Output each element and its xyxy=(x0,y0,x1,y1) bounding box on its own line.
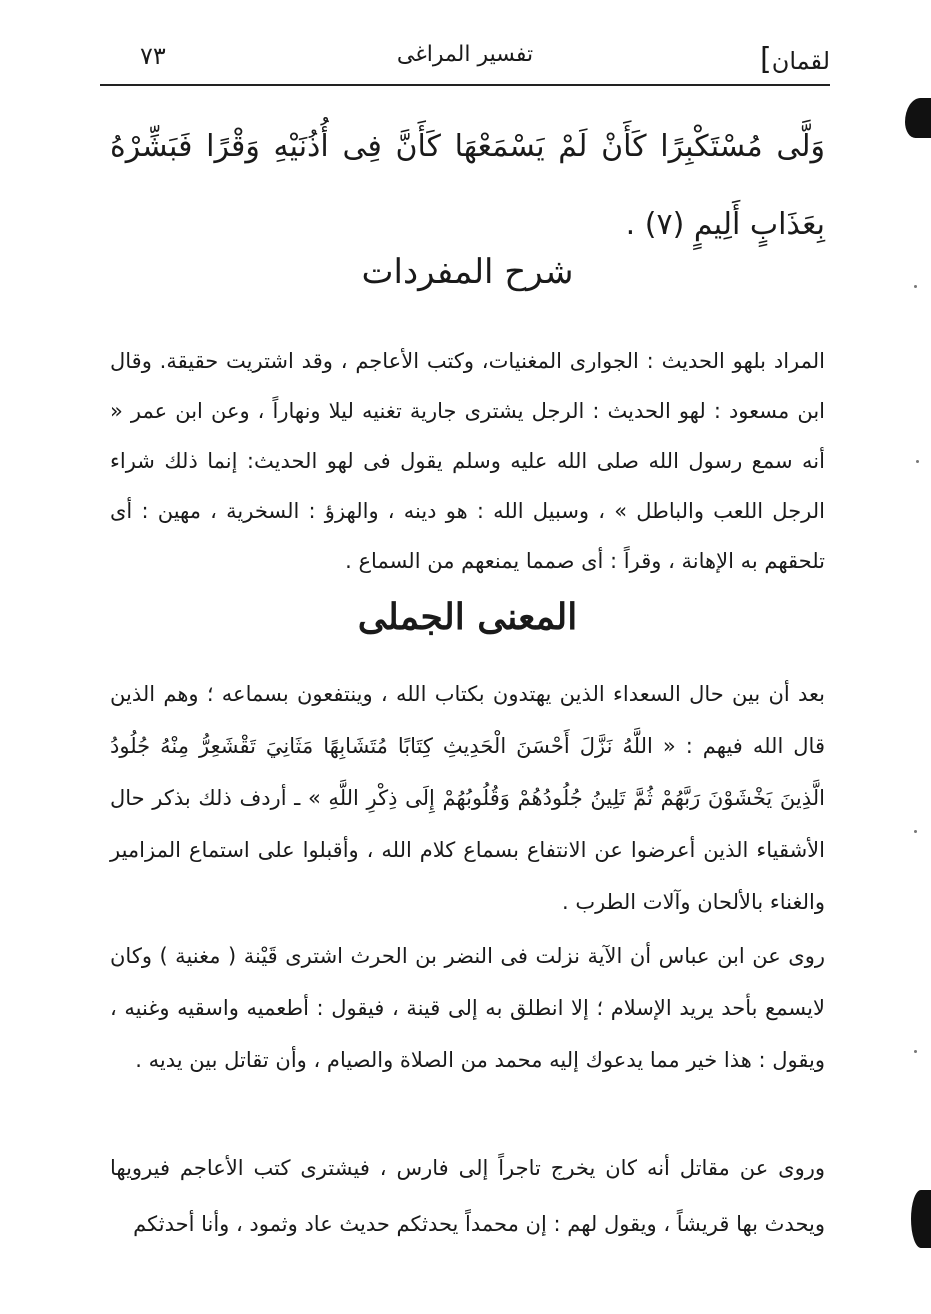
surah-label: لقمان xyxy=(771,47,830,75)
quran-verse: وَلَّى مُسْتَكْبِرًا كَأَنْ لَمْ يَسْمَعْهَا كَأَنَّ فِى أُذُنَيْهِ وَقْرًا فَبَشِّرْهُ بِعَذَابٍ أَلِيمٍ (٧) . xyxy=(110,129,825,242)
header-divider xyxy=(100,84,830,86)
scan-blot-top xyxy=(905,98,931,138)
page-header xyxy=(100,38,830,82)
scan-blot-bottom xyxy=(911,1190,931,1248)
scan-speck xyxy=(914,1050,917,1053)
general-meaning-heading: المعنى الجملى xyxy=(357,596,578,638)
surah-name xyxy=(754,42,830,77)
scan-speck xyxy=(914,285,917,288)
vocabulary-paragraph: المراد بلهو الحديث : الجوارى المغنيات، وكتب الأعاجم ، وقد اشتريت حقيقة. وقال ابن مسعود : لهو الحديث : الرجل يشترى جارية تغنيه ليلا ونهاراً ، وعن ابن عمر « أنه سمع رسول الله صلى الله عليه وسلم يقول فى لهو الحديث: إنما ذلك شراء الرجل اللعب والباطل » ، وسبيل الله : هو دينه ، والهزؤ : السخرية ، مهين : أى تلحقهم به الإهانة ، وقراً : أى صمما يمنعهم من السماع . xyxy=(110,349,825,573)
scan-speck xyxy=(916,460,919,463)
vocabulary-heading: شرح المفردات xyxy=(361,252,574,292)
ibn-abbas-paragraph: روى عن ابن عباس أن الآية نزلت فى النضر بن الحرث اشترى قَيْنة ( مغنية ) وكان لايسمع بأحد يريد الإسلام ؛ إلا انطلق به إلى قينة ، فيقول : أطعميه واسقيه وغنيه ، ويقول : هذا خير مما يدعوك إليه محمد من الصلاة والصيام ، وأن تقاتل بين يديه . xyxy=(110,944,825,1072)
page-number: ٧٣ xyxy=(140,42,166,70)
scan-speck xyxy=(914,830,917,833)
book-title: تفسير المراغى xyxy=(396,42,534,67)
muqatil-paragraph: وروى عن مقاتل أنه كان يخرج تاجراً إلى فارس ، فيشترى كتب الأعاجم فيرويها ويحدث بها قريشاً ، ويقول لهم : إن محمداً يحدثكم حديث عاد وثمود ، وأنا أحدثكم xyxy=(110,1156,825,1236)
header-bracket: ] xyxy=(760,42,772,77)
general-meaning-paragraph: بعد أن بين حال السعداء الذين يهتدون بكتاب الله ، وينتفعون بسماعه ؛ وهم الذين قال الله فيهم : « اللَّهُ نَزَّلَ أَحْسَنَ الْحَدِيثِ كِتَابًا مُتَشَابِهًا مَثَانِيَ تَقْشَعِرُّ مِنْهُ جُلُودُ الَّذِينَ يَخْشَوْنَ رَبَّهُمْ ثُمَّ تَلِينُ جُلُودُهُمْ وَقُلُوبُهُمْ إِلَى ذِكْرِ اللَّهِ » ـ أردف ذلك بذكر حال الأشقياء الذين أعرضوا عن الانتفاع بسماع كلام الله ، وأقبلوا على استماع المزامير والغناء بالألحان وآلات الطرب . xyxy=(110,682,825,914)
